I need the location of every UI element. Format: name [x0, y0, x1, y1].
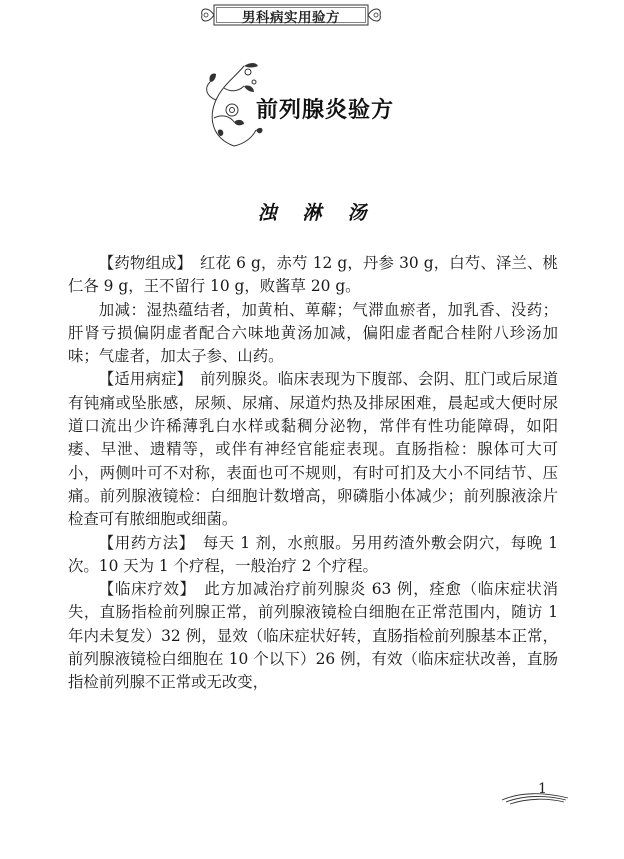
section-title: 浊淋汤	[257, 202, 393, 224]
text-efficacy: 此方加减治疗前列腺炎 63 例，痊愈（临床症状消失，直肠指检前列腺正常，前列腺液镜检白细胞在正常范围内，随访 1 年内未复发）32 例，显效（临床症状好转，直肠指检前列腺基本正常，前列腺液镜检白细胞在 10 个以下）26 例，有效（临床症状改善，直肠指检前列腺不正常或无改变，	[68, 580, 558, 692]
paragraph-efficacy	[68, 578, 558, 694]
paragraph-usage	[68, 532, 558, 579]
chapter-title: 前列腺炎验方	[256, 97, 395, 123]
paragraph-modifications	[68, 299, 558, 369]
content-body	[68, 252, 558, 695]
label-efficacy: 【临床疗效】	[98, 580, 189, 599]
page-number: 1	[538, 781, 547, 797]
text-modifications: 加减：湿热蕴结者，加黄柏、萆薢；气滞血瘀者，加乳香、没药；肝肾亏损偏阴虚者配合六味地黄汤加减，偏阳虚者配合桂附八珍汤加味；气虚者，加太子参、山药。	[68, 300, 558, 366]
text-indications: 前列腺炎。临床表现为下腹部、会阴、肛门或后尿道有钝痛或坠胀感，尿频、尿痛、尿道灼热及排尿困难，晨起或大便时尿道口流出少许稀薄乳白水样或黏稠分泌物，常伴有性功能障碍，如阳痿、早泄、遗精等，或伴有神经官能症表现。直肠指检：腺体可大可小，两侧叶可不对称，表面也可不规则，有时可扪及大小不同结节、压痛。前列腺液镜检：白细胞计数增高，卵磷脂小体减少；前列腺液涂片检查可有脓细胞或细菌。	[68, 370, 558, 529]
text-usage: 每天 1 剂，水煎服。另用药渣外敷会阴穴，每晚 1 次。10 天为 1 个疗程，一般治疗 2 个疗程。	[68, 533, 558, 575]
running-header	[198, 2, 384, 28]
paragraph-indications	[68, 368, 558, 531]
label-indications: 【适用病症】	[98, 370, 185, 389]
footer-swoosh-ornament	[500, 790, 570, 808]
running-header-title: 男科病实用验方	[242, 10, 340, 26]
floral-vine-ornament	[204, 58, 264, 148]
label-usage: 【用药方法】	[98, 533, 187, 552]
label-composition: 【药物组成】	[98, 254, 185, 272]
paragraph-composition	[68, 252, 558, 299]
text-composition: 红花 6 g，赤芍 12 g，丹参 30 g，白芍、泽兰、桃仁各 9 g，王不留行 10 g，败酱草 20 g。	[68, 254, 558, 296]
